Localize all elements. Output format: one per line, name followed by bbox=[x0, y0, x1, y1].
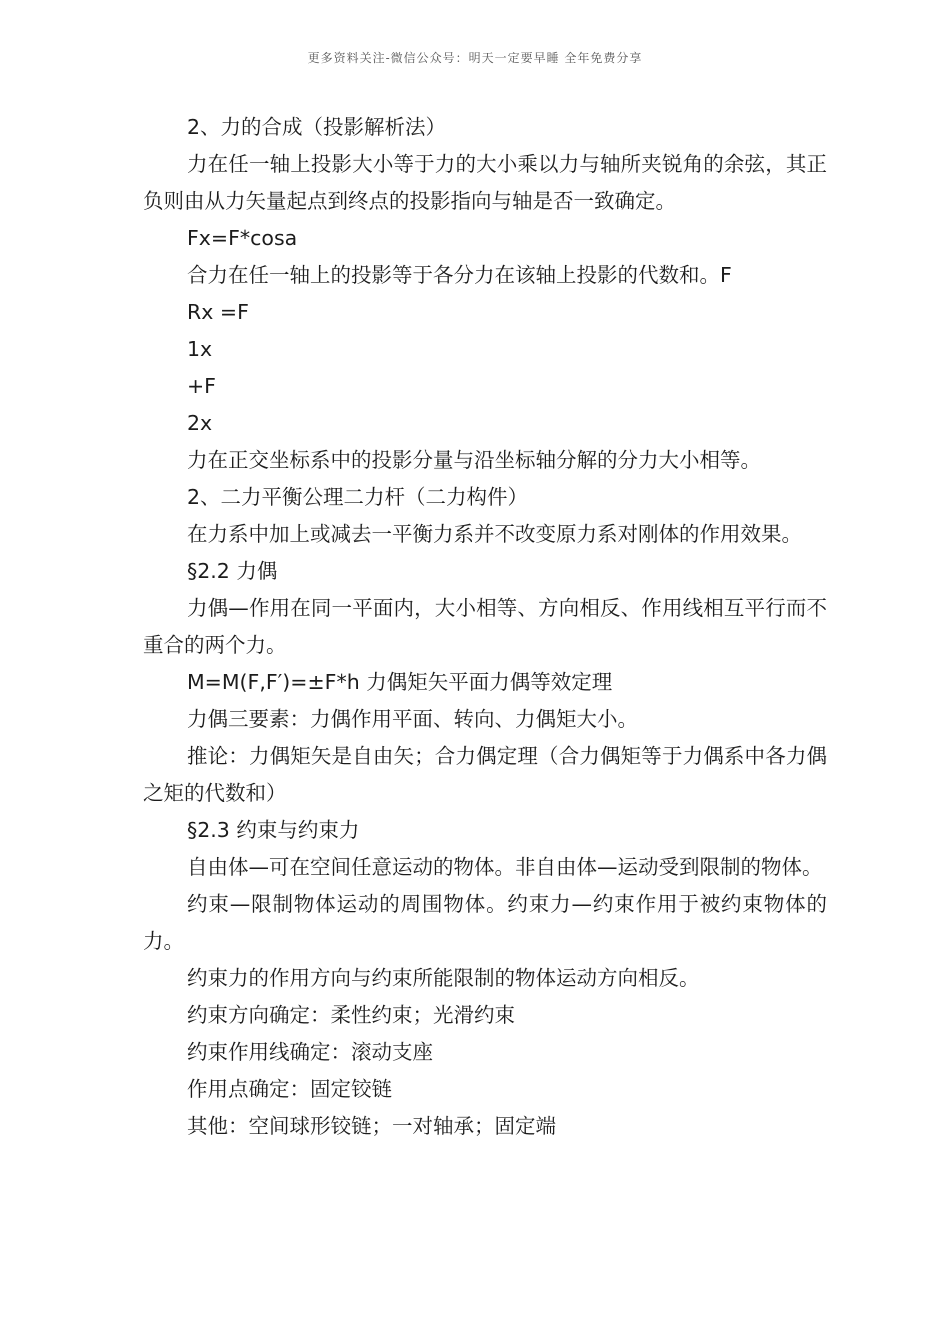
formula-couple-moment: M=M(F,F′)=±F*h 力偶矩矢平面力偶等效定理 bbox=[187, 670, 613, 694]
paragraph-resultant-projection: 合力在任一轴上的投影等于各分力在该轴上投影的代数和。F bbox=[187, 263, 732, 287]
formula-plus-f: +F bbox=[187, 374, 216, 398]
paragraph-couple-definition: 力偶—作用在同一平面内，大小相等、方向相反、作用线相互平行而不重合的两个力。 bbox=[143, 596, 827, 657]
paragraph-constraint-force-direction: 约束力的作用方向与约束所能限制的物体运动方向相反。 bbox=[187, 966, 700, 990]
paragraph-other-constraints: 其他：空间球形铰链；一对轴承；固定端 bbox=[187, 1114, 556, 1138]
formula-rx: Rx =F bbox=[187, 300, 249, 324]
section-heading-couple: §2.2 力偶 bbox=[187, 559, 278, 583]
paragraph-projection-definition: 力在任一轴上投影大小等于力的大小乘以力与轴所夹锐角的余弦，其正负则由从力矢量起点到终点的投影指向与轴是否一致确定。 bbox=[143, 152, 827, 213]
paragraph-free-body: 自由体—可在空间任意运动的物体。非自由体—运动受到限制的物体。 bbox=[187, 855, 823, 879]
page-header: 更多资料关注-微信公众号：明天一定要早睡 全年免费分享 bbox=[307, 51, 643, 65]
formula-subscript-2x: 2x bbox=[187, 411, 213, 435]
paragraph-constraint-line-types: 约束作用线确定：滚动支座 bbox=[187, 1040, 433, 1064]
paragraph-orthogonal-components: 力在正交坐标系中的投影分量与沿坐标轴分解的分力大小相等。 bbox=[187, 448, 761, 472]
paragraph-action-point-types: 作用点确定：固定铰链 bbox=[187, 1077, 392, 1101]
paragraph-constraint-direction-types: 约束方向确定：柔性约束；光滑约束 bbox=[187, 1003, 515, 1027]
section-heading-constraints: §2.3 约束与约束力 bbox=[187, 818, 360, 842]
body-text bbox=[143, 109, 827, 1145]
formula-fx: Fx=F*cosa bbox=[187, 226, 298, 250]
paragraph-constraint-definition: 约束—限制物体运动的周围物体。约束力—约束作用于被约束物体的力。 bbox=[143, 892, 827, 953]
paragraph-couple-three-elements: 力偶三要素：力偶作用平面、转向、力偶矩大小。 bbox=[187, 707, 638, 731]
formula-subscript-1x: 1x bbox=[187, 337, 213, 361]
section-heading-two-force-equilibrium: 2、二力平衡公理二力杆（二力构件） bbox=[187, 485, 529, 509]
paragraph-balanced-force-system: 在力系中加上或减去一平衡力系并不改变原力系对刚体的作用效果。 bbox=[187, 522, 802, 546]
paragraph-couple-corollary: 推论：力偶矩矢是自由矢；合力偶定理（合力偶矩等于力偶系中各力偶之矩的代数和） bbox=[143, 744, 827, 805]
section-heading-force-composition: 2、力的合成（投影解析法） bbox=[187, 115, 447, 139]
